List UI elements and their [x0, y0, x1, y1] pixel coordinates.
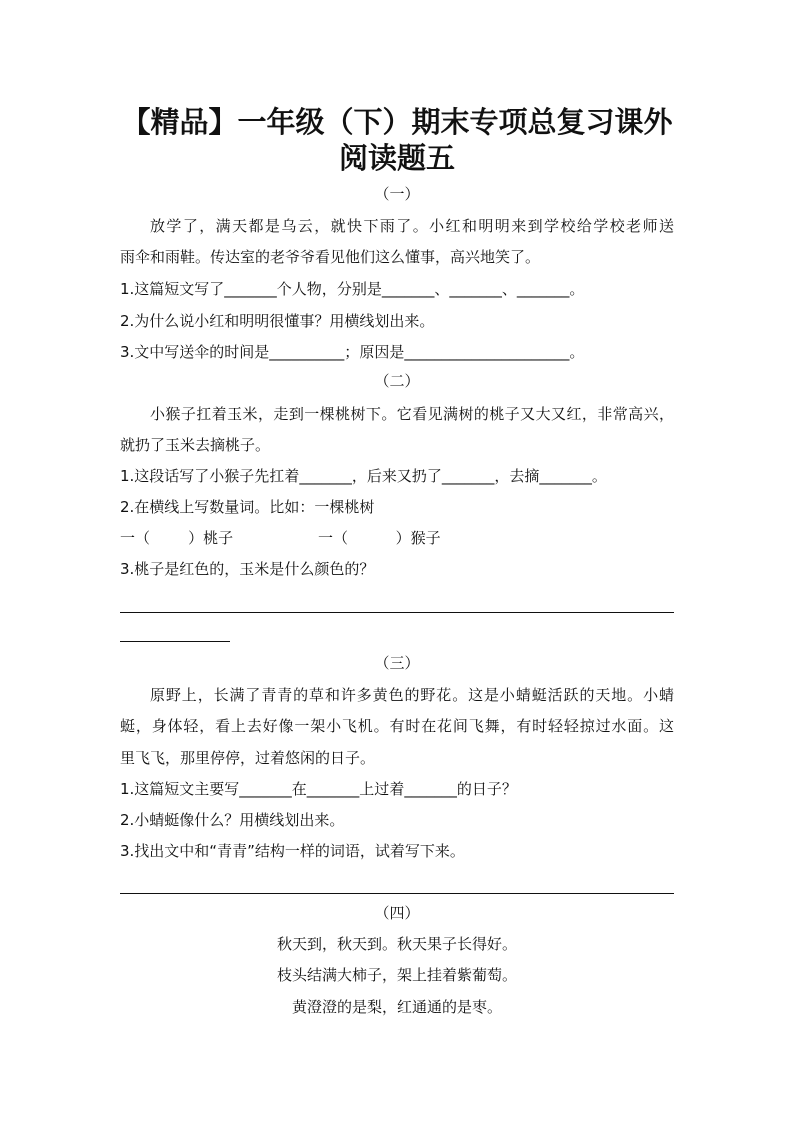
section-2-measure-word-2: 一（ ）猴子	[318, 529, 441, 547]
page-title: 【精品】一年级（下）期末专项总复习课外	[121, 105, 673, 139]
section-2-question-1: 1.这段话写了小猴子先扛着_______，后来又扔了_______，去摘_______。	[120, 467, 607, 485]
section-3-passage-line: 原野上，长满了青青的草和许多黄色的野花。这是小蜻蜓活跃的天地。小蜻	[150, 686, 674, 704]
section-1-question-2: 2.为什么说小红和明明很懂事？用横线划出来。	[120, 312, 435, 330]
section-3-question-2: 2.小蜻蜓像什么？用横线划出来。	[120, 811, 345, 829]
section-1-question-1: 1.这篇短文写了_______个人物，分别是_______、_______、_______。	[120, 280, 585, 298]
answer-line[interactable]	[120, 612, 674, 613]
section-2-heading: （二）	[374, 372, 420, 390]
section-4-heading: （四）	[374, 904, 420, 922]
section-3-heading: （三）	[374, 654, 420, 672]
section-2-passage-line: 就扔了玉米去摘桃子。	[120, 436, 271, 454]
section-2-passage-line: 小猴子扛着玉米，走到一棵桃树下。它看见满树的桃子又大又红，非常高兴，	[150, 405, 674, 423]
poem-line: 秋天到，秋天到。秋天果子长得好。	[276, 935, 517, 953]
section-2-question-3: 3.桃子是红色的，玉米是什么颜色的？	[120, 560, 375, 578]
section-3-passage-line: 里飞飞，那里停停，过着悠闲的日子。	[120, 749, 376, 767]
section-2-measure-word-1: 一（ ）桃子	[120, 529, 234, 547]
answer-line[interactable]	[120, 893, 674, 894]
section-1-question-3: 3.文中写送伞的时间是__________；原因是______________________。	[120, 343, 585, 361]
poem-line: 枝头结满大柿子，架上挂着紫葡萄。	[276, 966, 517, 984]
section-3-question-1: 1.这篇短文主要写_______在_______上过着_______的日子？	[120, 780, 517, 798]
section-1-passage-line: 雨伞和雨鞋。传达室的老爷爷看见他们这么懂事，高兴地笑了。	[120, 248, 541, 266]
page-title-line-2: 阅读题五	[338, 141, 455, 175]
answer-line[interactable]	[120, 641, 230, 642]
section-3-passage-line: 蜓，身体轻，看上去好像一架小飞机。有时在花间飞舞，有时轻轻掠过水面。这	[120, 717, 674, 735]
section-2-question-2: 2.在横线上写数量词。比如：一棵桃树	[120, 498, 375, 516]
section-1-passage-line: 放学了，满天都是乌云，就快下雨了。小红和明明来到学校给学校老师送	[150, 217, 674, 235]
section-3-question-3: 3.找出文中和“青青”结构一样的词语，试着写下来。	[120, 842, 465, 860]
poem-line: 黄澄澄的是梨，红通通的是枣。	[291, 998, 502, 1016]
section-1-heading: （一）	[374, 185, 420, 203]
